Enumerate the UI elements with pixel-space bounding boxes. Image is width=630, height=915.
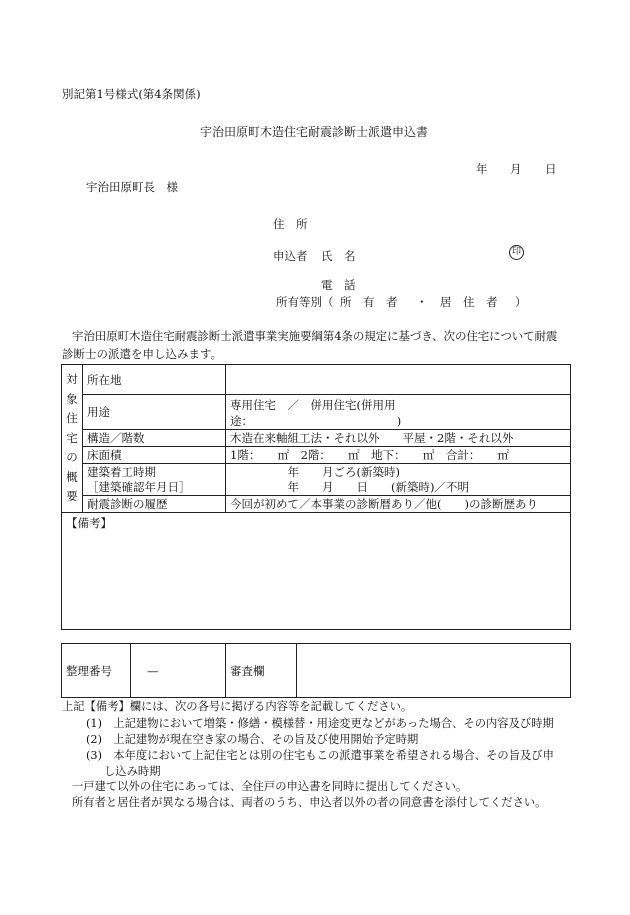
location-label: 所在地 [83,365,226,395]
number-label: 整理番号 [62,644,131,698]
notes-lead: 上記【備考】欄には、次の各号に掲げる内容等を記載してください。 [62,700,413,713]
diagnosis-history-value[interactable]: 今回が初めて／本事業の診断暦あり／他( )の診断歴あり [226,496,571,513]
housing-overview-table [61,364,571,630]
seal-text: 印 [511,247,521,257]
intro-line-2: 診断士の派遣を申し込みます。 [62,347,223,361]
structure-label: 構造／階数 [83,430,226,447]
intro-line-1: 宇治田原町木造住宅耐震診断士派遣事業実施要綱第4条の規定に基づき、次の住宅について耐震 [72,329,558,343]
office-use-table [61,643,571,698]
diagnosis-history-label: 耐震診断の履歴 [83,496,226,513]
remarks-box[interactable] [62,513,571,630]
use-label: 用途 [83,395,226,430]
notes-item-3-cont: し込み時期 [104,765,161,778]
notes-item-1: (1) 上記建物において増築・修繕・模様替・用途変更などがあった場合、その内容及び時期 [86,717,554,730]
review-box[interactable] [297,644,571,698]
seal-mark [509,245,524,260]
address-label: 住 所 [273,217,308,231]
ownership-owner: 所 有 者 [340,295,398,309]
ownership-label: 所有等別（ [276,295,334,309]
floor-area-value[interactable]: 1階： ㎡ 2階： ㎡ 地下： ㎡ 合計： ㎡ [226,447,571,464]
notes-extra-2: 所有者と居住者が異なる場合は、両者のうち、申込者以外の者の同意書を添付してください。 [72,796,547,809]
form-id: 別記第1号様式(第4条関係) [62,87,201,101]
date-year: 年 [476,162,488,176]
ownership-close: ） [515,295,527,309]
remarks-label: 【備考】 [66,516,112,530]
structure-value[interactable]: 木造在来軸組工法・それ以外 平屋・2階・それ以外 [226,430,571,447]
review-label: 審査欄 [226,644,297,698]
date-month: 月 [510,162,522,176]
notes-item-3: (3) 本年度において上記住宅とは別の住宅もこの派遣事業を希望される場合、その旨及び申 [86,749,554,762]
notes-item-2: (2) 上記建物が現在空き家の場合、その旨及び使用開始予定時期 [86,733,419,746]
floor-area-label: 床面積 [83,447,226,464]
number-value: — [131,644,226,698]
applicant-label: 申込者 [273,249,308,263]
side-label: 対 象 住 宅 の 概 要 [62,365,83,513]
location-value[interactable] [226,365,571,395]
addressee: 宇治田原町長 様 [86,180,178,194]
construction-date-label: 建築着工時期 ［建築確認年月日］ [83,464,226,496]
notes-extra-1: 一戸建て以外の住宅にあっては、全住戸の申込書を同時に提出してください。 [72,780,468,793]
ownership-resident: 居 住 者 [440,295,498,309]
document-title: 宇治田原町木造住宅耐震診断士派遣申込書 [200,125,429,139]
construction-date-value[interactable]: 年 月ごろ(新築時) 年 月 日 (新築時)／不明 [226,464,571,496]
date-day: 日 [545,162,557,176]
name-label: 氏 名 [321,249,356,263]
phone-label: 電 話 [321,278,356,292]
use-value[interactable]: 専用住宅 ／ 併用住宅(併用用途： ) [226,395,571,430]
ownership-dot: ・ [416,295,428,309]
